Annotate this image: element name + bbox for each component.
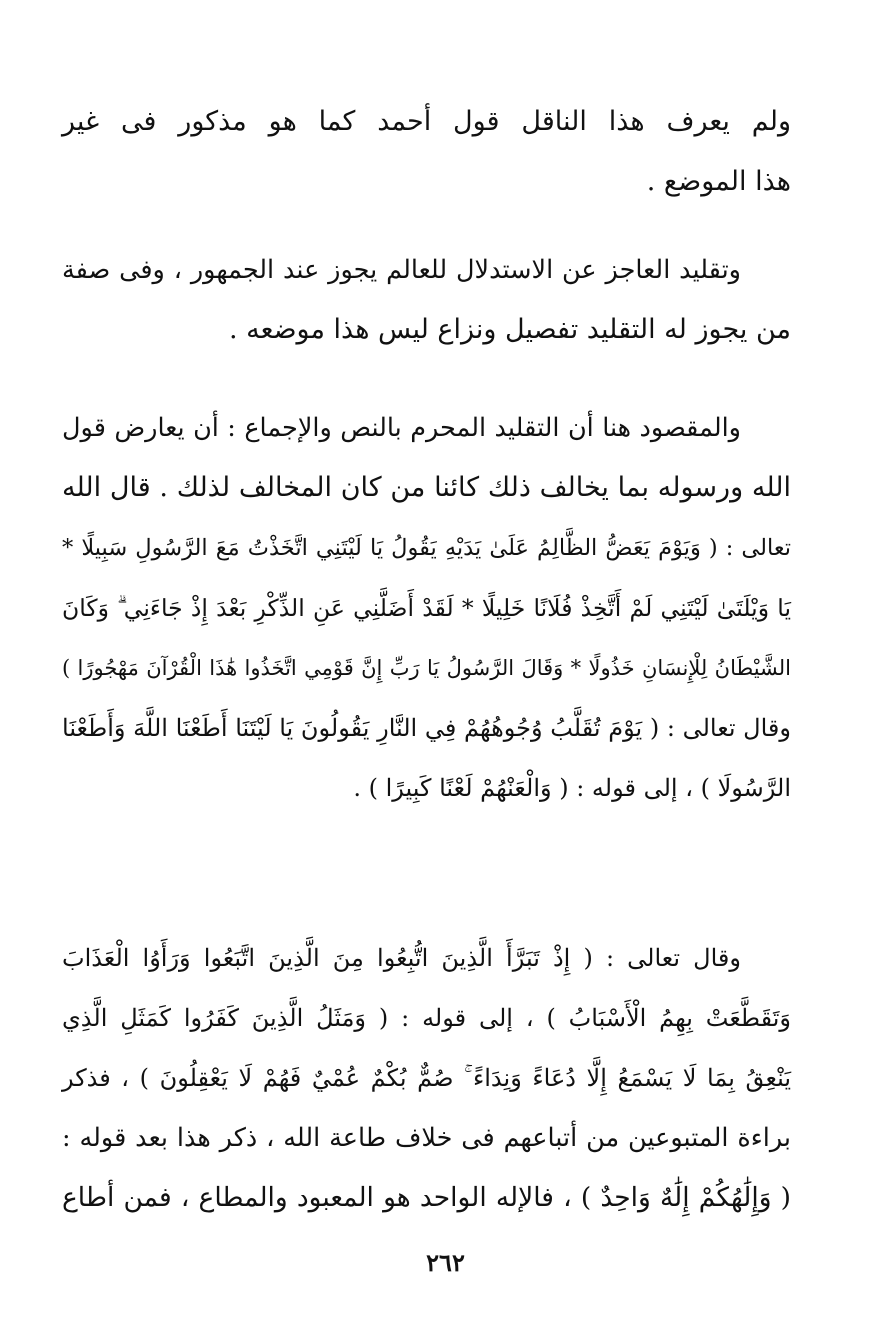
text-line: الله ورسوله بما يخالف ذلك كائنا من كان المخالف لذلك . قال الله <box>62 472 791 503</box>
text-line: ولم يعرف هذا الناقل قول أحمد كما هو مذكور فى غير <box>62 106 791 137</box>
text-line: وَتَقَطَّعَتْ بِهِمُ الْأَسْبَابُ ) ، إلى قوله : ( وَمَثَلُ الَّذِينَ كَفَرُوا كَمَثَلِ الَّذِي <box>62 1004 791 1032</box>
text-line: وقال تعالى : ( يَوْمَ تُقَلَّبُ وُجُوهُهُمْ فِي النَّارِ يَقُولُونَ يَا لَيْتَنَا أَطَعْنَا اللَّهَ وَأَطَعْنَا <box>62 714 791 742</box>
text-line: وقال تعالى : ( إِذْ تَبَرَّأَ الَّذِينَ اتُّبِعُوا مِنَ الَّذِينَ اتَّبَعُوا وَرَأَوُا الْعَذَابَ <box>62 944 741 972</box>
text-line: هذا الموضع . <box>646 166 791 197</box>
text-line: ( وَإِلَٰهُكُمْ إِلَٰهٌ وَاحِدٌ ) ، فالإله الواحد هو المعبود والمطاع ، فمن أطاع <box>62 1182 791 1213</box>
page-number: ٢٦٢ <box>426 1248 465 1277</box>
text-line: تعالى : ( وَيَوْمَ يَعَضُّ الظَّالِمُ عَلَىٰ يَدَيْهِ يَقُولُ يَا لَيْتَنِي اتَّخَذْتُ مَعَ الرَّسُولِ سَبِيلًا * <box>62 535 791 561</box>
text-line: والمقصود هنا أن التقليد المحرم بالنص والإجماع : أن يعارض قول <box>62 413 741 443</box>
paragraph-1 <box>62 92 791 212</box>
paragraph-3 <box>62 398 791 818</box>
text-line: براءة المتبوعين من أتباعهم فى خلاف طاعة الله ، ذكر هذا بعد قوله : <box>62 1123 792 1153</box>
text-line: يَنْعِقُ بِمَا لَا يَسْمَعُ إِلَّا دُعَاءً وَنِدَاءً ۚ صُمٌّ بُكْمٌ عُمْيٌ فَهُمْ لَا يَعْقِلُونَ ) ، فذكر <box>62 1064 791 1092</box>
text-line: من يجوز له التقليد تفصيل ونزاع ليس هذا موضعه . <box>228 314 791 345</box>
text-line: الشَّيْطَانُ لِلْإِنسَانِ خَذُولًا * وَقَالَ الرَّسُولُ يَا رَبِّ إِنَّ قَوْمِي اتَّخَذُوا هَٰذَا الْقُرْآنَ مَهْجُورًا ) <box>62 656 791 680</box>
paragraph-4 <box>62 928 791 1228</box>
text-line: يَا وَيْلَتَىٰ لَيْتَنِي لَمْ أَتَّخِذْ فُلَانًا خَلِيلًا * لَقَدْ أَضَلَّنِي عَنِ الذِّكْرِ بَعْدَ إِذْ جَاءَنِي ۗ وَكَانَ <box>62 594 791 622</box>
paragraph-2 <box>62 240 791 360</box>
text-line: وتقليد العاجز عن الاستدلال للعالم يجوز عند الجمهور ، وفى صفة <box>62 255 741 285</box>
text-line: الرَّسُولَا ) ، إلى قوله : ( وَالْعَنْهُمْ لَعْنًا كَبِيرًا ) . <box>353 774 791 802</box>
